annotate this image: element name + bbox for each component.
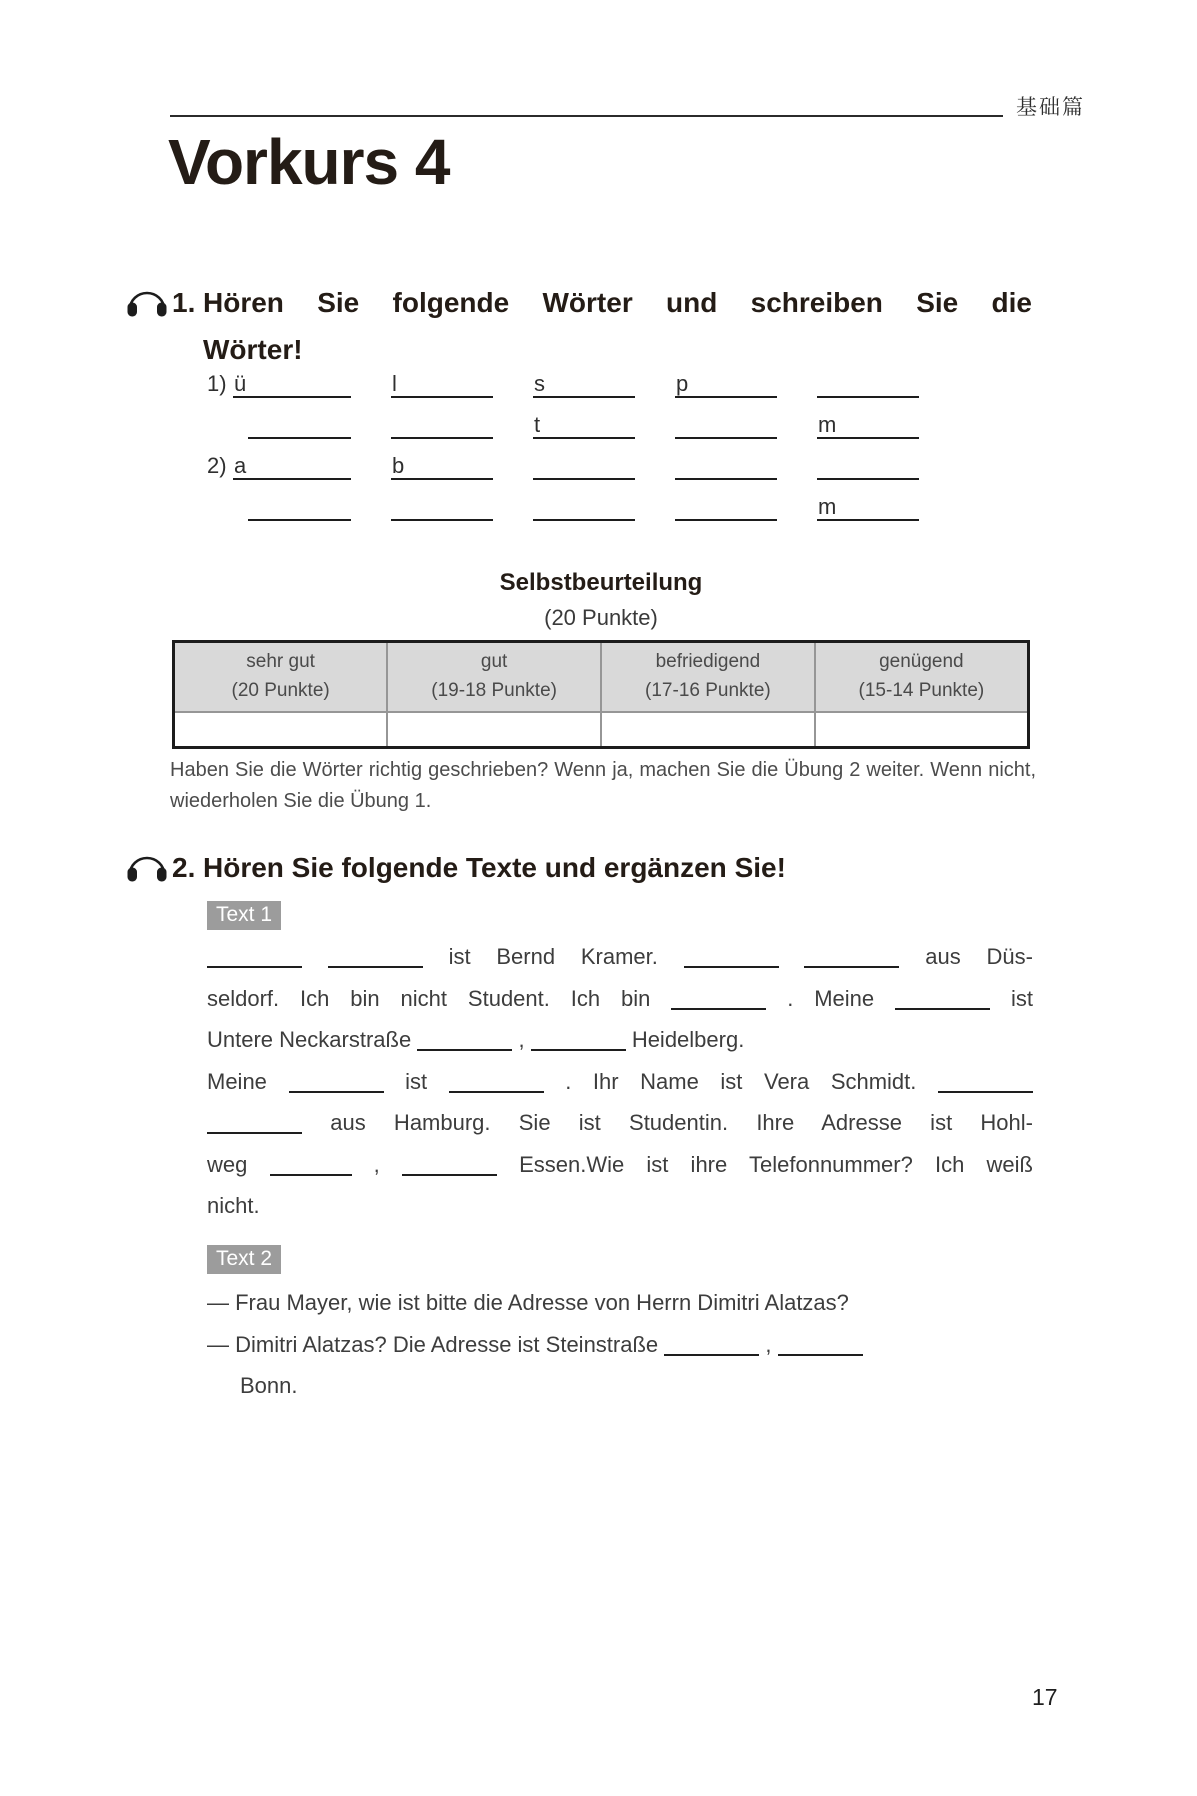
headphones-icon [125,282,169,318]
text-segment: , [373,1151,380,1177]
text-line [207,1282,1033,1324]
header-rule [170,115,1003,117]
row-label [207,438,233,439]
assessment-header-cell [815,642,1029,713]
word-blank-row [207,398,967,439]
letter-prefix [391,436,392,437]
assessment-empty-row [174,712,1029,748]
letter-prefix [391,518,392,519]
word-blank [817,407,919,439]
exercise-title-line: Hören Sie folgende Texte und ergänzen Sie! [203,852,786,883]
text-segment: , [765,1331,772,1357]
text-segment: ist [405,1068,428,1094]
row-label: 2) [207,453,227,478]
fill-in-blank [531,1027,626,1051]
letter-prefix [675,518,676,519]
text-segment: weg [207,1151,248,1177]
word-blank [533,448,635,480]
letter-prefix: m [818,412,837,437]
assessment-table [172,640,1030,749]
assessment-header-cell [601,642,815,713]
text1-body [207,936,1033,1227]
word-blank-row [207,439,967,480]
row-label [207,520,233,521]
word-blank [533,407,635,439]
word-blank [675,366,777,398]
fill-in-blank [671,986,766,1010]
letter-prefix: m [818,494,837,519]
text-segment: Heidelberg. [631,1027,745,1052]
word-blank [817,366,919,398]
word-blank [675,489,777,521]
exercise-number: 2. [172,852,196,883]
word-blank [533,366,635,398]
word-blank [248,407,351,439]
assessment-header-row [174,642,1029,713]
points-label: (15-14 Punkte) [858,680,985,701]
word-blank-row [207,357,967,398]
points-label: (17-16 Punkte) [645,680,771,701]
grade-label: genügend [879,651,964,672]
word-blank [233,366,351,398]
exercise-number: 1. [172,287,196,318]
letter-prefix [675,477,676,478]
word-blank [391,489,493,521]
text-line [207,1019,1033,1061]
points-label: (19-18 Punkte) [431,680,557,701]
fill-in-blank [328,944,423,968]
assessment-subtitle: (20 Punkte) [544,605,658,630]
text-segment: — Dimitri Alatzas? Die Adresse ist Steinstraße [207,1331,659,1357]
grade-label: sehr gut [246,651,315,672]
fill-in-blank [804,944,899,968]
page-number: 17 [1032,1684,1058,1710]
assessment-empty-cell [815,712,1029,748]
instruction-note: Haben Sie die Wörter richtig geschrieben? Wenn ja, machen Sie die Übung 2 weiter. Wenn nicht, wiederholen Sie die Übung 1. [170,759,1036,812]
text-segment: ist Bernd Kramer. [448,944,658,969]
text-segment: Essen.Wie ist ihre Telefonnummer? Ich weiß [519,1151,1033,1177]
fill-in-blank [778,1332,863,1356]
exercise-title-line: Wörter! [203,334,303,365]
text-line [207,1061,1033,1103]
letter-prefix: p [676,371,689,396]
text-line [207,936,1033,978]
word-blank [391,448,493,480]
letter-prefix [248,436,249,437]
fill-in-blank [938,1069,1033,1093]
fill-in-blank [270,1152,352,1176]
row-label: 1) [207,371,227,396]
text-segment: Untere Neckarstraße [207,1027,412,1052]
fill-in-blank [417,1027,512,1051]
text-line [207,1102,1033,1144]
fill-in-blank [449,1069,544,1093]
exercise-2-heading [125,844,1032,891]
fill-in-blank [207,1110,302,1134]
word-blank [391,366,493,398]
letter-prefix: s [534,371,545,396]
assessment-empty-cell [387,712,601,748]
word-blank [248,489,351,521]
word-blank-grid [207,357,967,521]
text-segment: nicht. [207,1193,260,1218]
word-blank [817,448,919,480]
assessment-title: Selbstbeurteilung [499,569,703,596]
page-title: Vorkurs 4 [168,126,450,198]
word-blank [675,448,777,480]
assessment-empty-cell [601,712,815,748]
text-line [240,1365,1033,1407]
grade-label: gut [480,651,508,672]
word-blank [533,489,635,521]
headphones-icon [125,847,169,883]
word-blank [817,489,919,521]
text-segment: Bonn. [240,1373,298,1398]
points-label: (20 Punkte) [231,680,330,701]
fill-in-blank [402,1152,497,1176]
fill-in-blank [664,1332,759,1356]
text-segment: aus Düs- [925,944,1033,969]
letter-prefix [675,436,676,437]
text-line [207,1185,1033,1227]
letter-prefix: t [534,412,541,437]
word-blank [675,407,777,439]
text-line [207,978,1033,1020]
grade-label: befriedigend [655,651,761,672]
exercise-title [203,844,1032,891]
text-segment: ist [1010,985,1033,1011]
assessment-header-cell [174,642,388,713]
word-blank [233,448,351,480]
section-tag: 基础篇 [1016,96,1085,119]
fill-in-blank [684,944,779,968]
text-segment: seldorf. Ich bin nicht Student. Ich bin [207,985,651,1011]
text-segment: . Ihr Name ist Vera Schmidt. [565,1068,917,1094]
exercise-title-line: Hören Sie folgende Wörter und schreiben Sie die [203,287,1032,318]
text-segment: — Frau Mayer, wie ist bitte die Adresse von Herrn Dimitri Alatzas? [207,1290,849,1315]
text-segment: . Meine [787,985,875,1011]
fill-in-blank [895,986,990,1010]
text2-body [207,1282,1033,1407]
letter-prefix [248,518,249,519]
letter-prefix [533,518,534,519]
fill-in-blank [289,1069,384,1093]
letter-prefix [817,395,818,396]
word-blank [391,407,493,439]
letter-prefix: a [234,453,247,478]
letter-prefix [533,477,534,478]
letter-prefix: ü [234,371,247,396]
letter-prefix: l [392,371,397,396]
letter-prefix: b [392,453,405,478]
text2-label: Text 2 [207,1245,281,1274]
text-segment: , [518,1027,525,1052]
assessment-empty-cell [174,712,388,748]
text-segment: aus Hamburg. Sie ist Studentin. Ihre Adresse ist Hohl- [330,1110,1033,1135]
assessment-header-cell [387,642,601,713]
text-line [207,1144,1033,1186]
text-segment: Meine [207,1068,267,1094]
letter-prefix [817,477,818,478]
fill-in-blank [207,944,302,968]
word-blank-row [207,480,967,521]
text-line [207,1324,1033,1366]
text1-label: Text 1 [207,901,281,930]
